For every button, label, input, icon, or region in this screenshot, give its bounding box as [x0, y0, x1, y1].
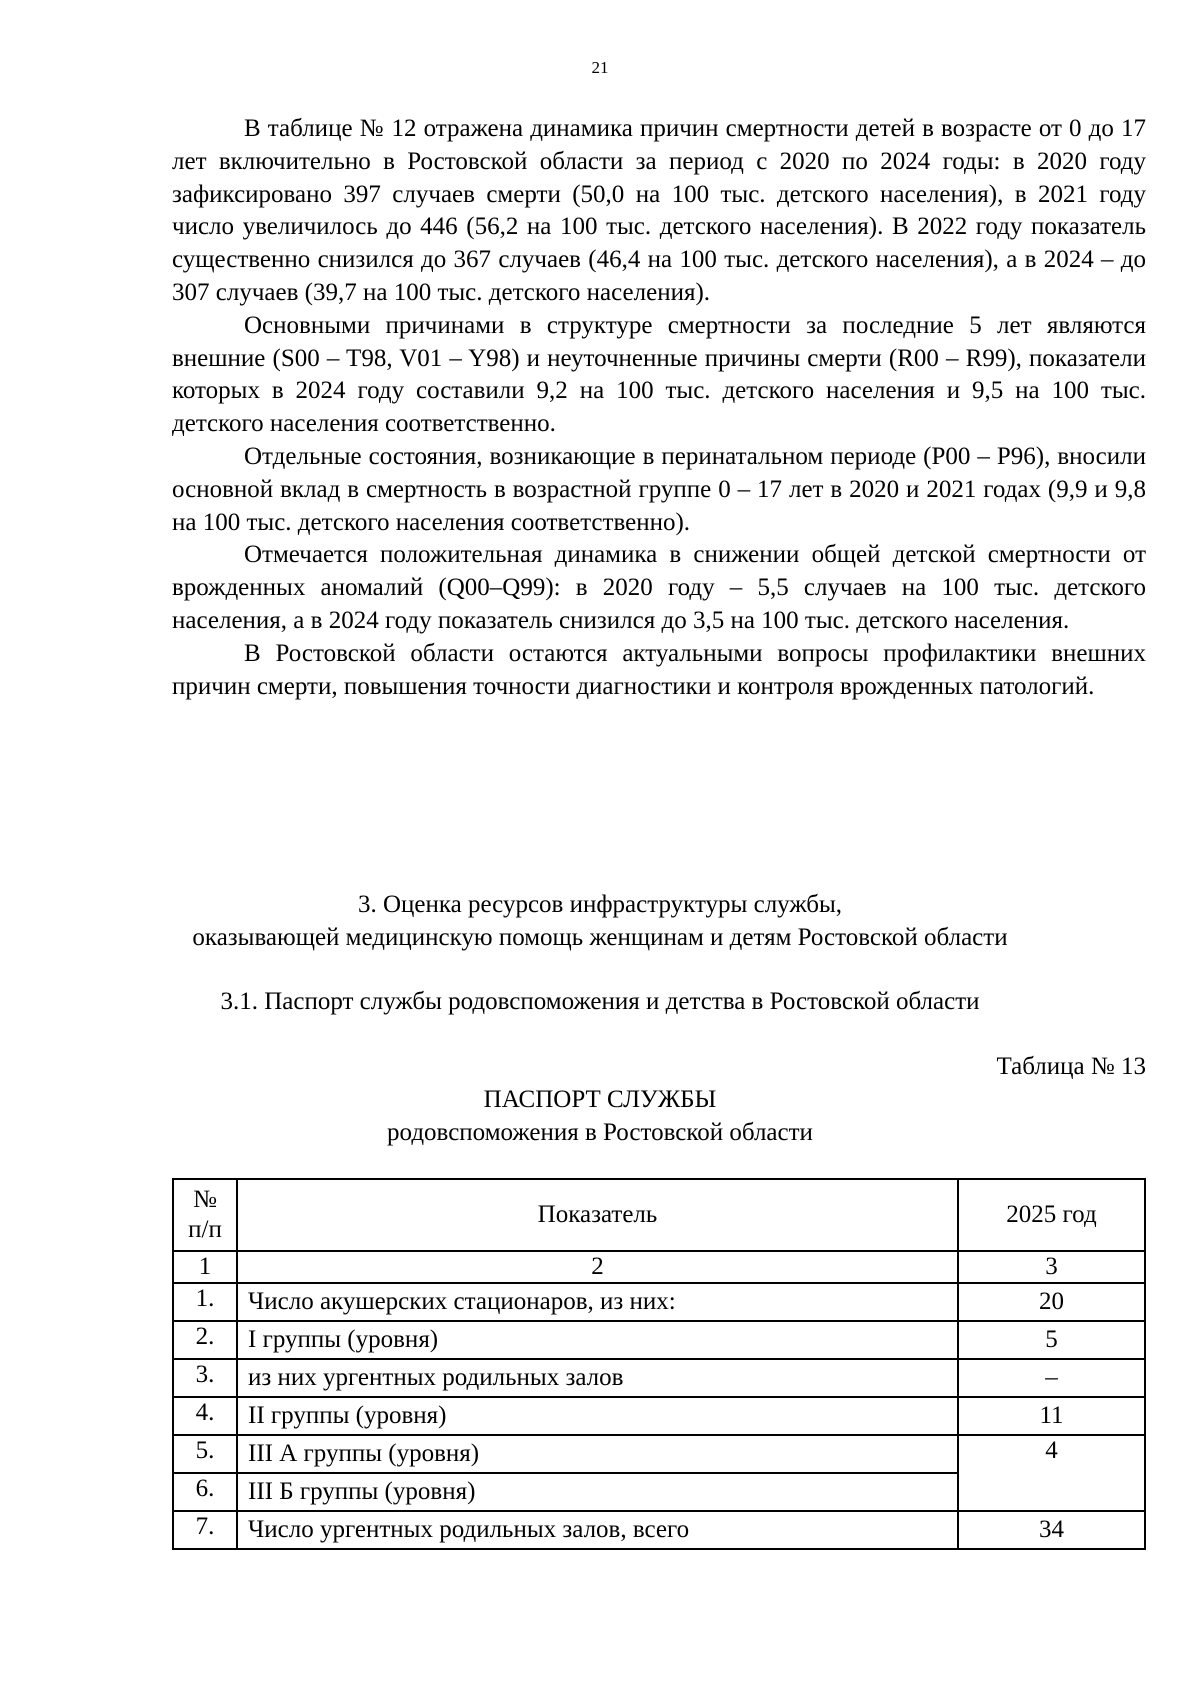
header-indicator: Показатель [237, 1179, 958, 1251]
paragraph: В таблице № 12 отражена динамика причин смертности детей в возрасте от 0 до 17 лет включительно в Ростовской области за период с 2020 по 2024 годы: в 2020 году зафиксировано 397 случаев смерти (50,0 на 100 тыс. детского населения), в 2021 году число увеличилось до 446 (56,2 на 100 тыс. детского населения). В 2022 году показатель существенно снизился до 367 случаев (46,4 на 100 тыс. детского населения), а в 2024 – до 307 случаев (39,7 на 100 тыс. детского населения). [172, 115, 1146, 306]
row-indicator: Число акушерских стационаров, из них: [237, 1283, 958, 1321]
row-num: 4. [173, 1397, 237, 1435]
table-row [173, 1359, 1145, 1397]
row-num: 1. [173, 1283, 237, 1321]
table-header-row [173, 1179, 1145, 1251]
row-value: 11 [958, 1397, 1145, 1435]
row-indicator: Число ургентных родильных залов, всего [237, 1511, 958, 1549]
table-row [173, 1435, 1145, 1473]
row-num: 3. [173, 1359, 237, 1397]
table-number: Таблица № 13 [996, 1053, 1146, 1080]
row-value: 4 [958, 1435, 1145, 1511]
row-num: 5. [173, 1435, 237, 1473]
paragraph: В Ростовской области остаются актуальными вопросы профилактики внешних причин смерти, повышения точности диагностики и контроля врожденных патологий. [172, 639, 1146, 700]
row-indicator: III А группы (уровня) [237, 1435, 958, 1473]
paragraph: Отдельные состояния, возникающие в перинатальном периоде (P00 – P96), вносили основной вклад в смертность в возрастной группе 0 – 17 лет в 2020 и 2021 годах (9,9 и 9,8 на 100 тыс. детского населения соответственно). [172, 442, 1146, 536]
row-value: 34 [958, 1511, 1145, 1549]
row-indicator: I группы (уровня) [237, 1321, 958, 1359]
section-heading [0, 888, 1200, 954]
section-heading-line: 3. Оценка ресурсов инфраструктуры службы, [357, 891, 843, 918]
body-text [172, 113, 1146, 703]
subsection-heading: 3.1. Паспорт службы родовспоможения и детства в Ростовской области [220, 988, 980, 1015]
row-num: 6. [173, 1473, 237, 1511]
row-indicator: III Б группы (уровня) [237, 1473, 958, 1511]
header-value: 2025 год [958, 1179, 1145, 1251]
passport-table [172, 1178, 1146, 1550]
paragraph: Отмечается положительная динамика в снижении общей детской смертности от врожденных аномалий (Q00–Q99): в 2020 году – 5,5 случаев на 100 тыс. детского населения, а в 2024 году показатель снизился до 3,5 на 100 тыс. детского населения. [172, 541, 1146, 634]
row-value: – [958, 1359, 1145, 1397]
table-row [173, 1511, 1145, 1549]
table-subtitle: родовспоможения в Ростовской области [387, 1119, 813, 1146]
header-num-line: № [193, 1186, 217, 1213]
table-row [173, 1321, 1145, 1359]
row-value: 5 [958, 1321, 1145, 1359]
row-num: 7. [173, 1511, 237, 1549]
row-indicator: из них ургентных родильных залов [237, 1359, 958, 1397]
row-value: 20 [958, 1283, 1145, 1321]
page-number: 21 [591, 58, 609, 77]
index-cell: 2 [237, 1251, 958, 1283]
table-title: ПАСПОРТ СЛУЖБЫ [483, 1086, 717, 1113]
table-index-row [173, 1251, 1145, 1283]
table-row [173, 1283, 1145, 1321]
header-num-line: п/п [188, 1216, 222, 1243]
paragraph: Основными причинами в структуре смертности за последние 5 лет являются внешние (S00 – T98, V01 – Y98) и неуточненные причины смерти (R00 – R99), показатели которых в 2024 году составили 9,2 на 100 тыс. детского населения и 9,5 на 100 тыс. детского населения соответственно. [172, 311, 1146, 438]
index-cell: 3 [958, 1251, 1145, 1283]
index-cell: 1 [173, 1251, 237, 1283]
table-row [173, 1397, 1145, 1435]
section-heading-line: оказывающей медицинскую помощь женщинам и детям Ростовской области [192, 924, 1008, 951]
row-indicator: II группы (уровня) [237, 1397, 958, 1435]
row-num: 2. [173, 1321, 237, 1359]
header-num [173, 1179, 237, 1251]
